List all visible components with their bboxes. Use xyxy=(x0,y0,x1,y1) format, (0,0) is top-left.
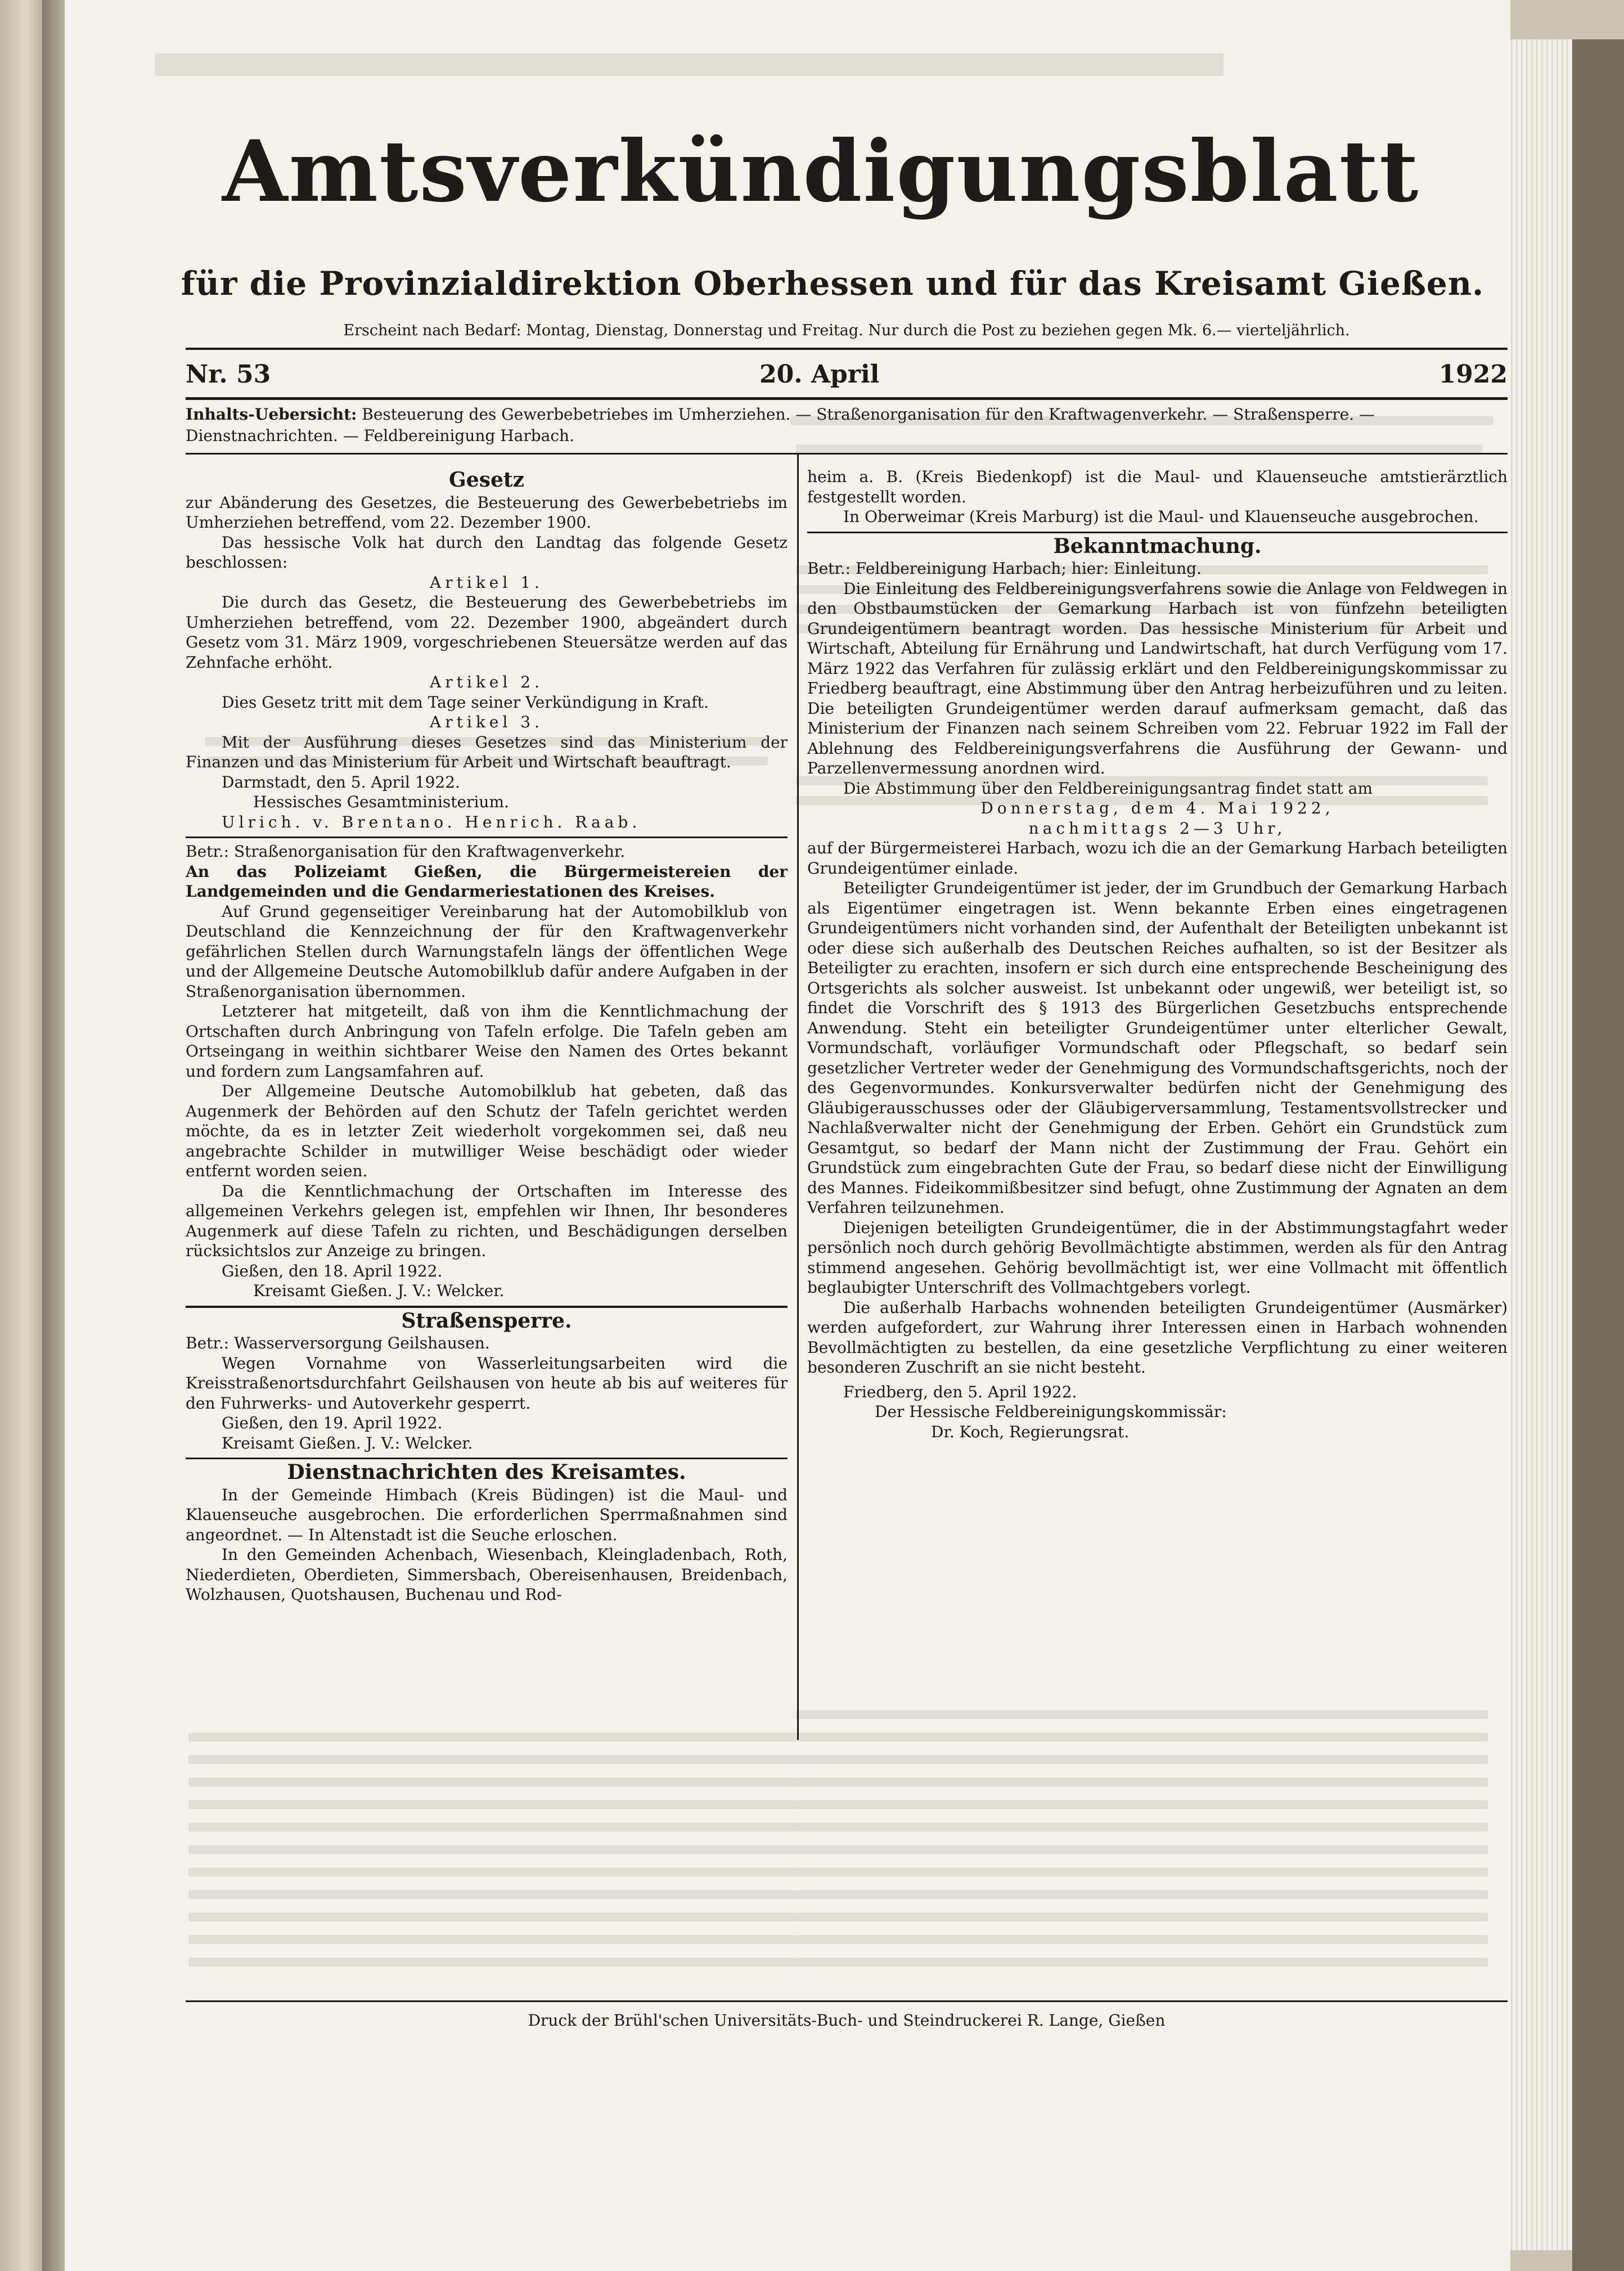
section-rule xyxy=(186,837,788,838)
strassen-paragraph-3: Der Allgemeine Deutsche Automobilklub hat gebeten, daß das Augenmerk der Behörden auf den Schutz der Tafeln gerichtet werden möchte, da es in letzter Zeit wiederholt vorgekommen sei, daß neu angebrachte Schilder in mutwilliger Weise beschädigt oder wieder entfernt worden seien. xyxy=(186,1082,788,1180)
newspaper-page xyxy=(65,0,1510,2271)
sperre-heading: Straßensperre. xyxy=(401,1308,572,1333)
masthead-rule xyxy=(186,348,1508,350)
table-of-contents xyxy=(186,404,1508,447)
gesetz-intro: zur Abänderung des Gesetzes, die Besteuerung des Gewerbebetriebs im Umherziehen betreffend, vom 22. Dezember 1900. xyxy=(186,493,788,532)
section-rule xyxy=(186,1458,788,1459)
bekanntmachung-betr: Betr.: Feldbereinigung Harbach; hier: Einleitung. xyxy=(807,559,1202,578)
cover-edge xyxy=(1572,39,1624,2271)
article-2-text: Dies Gesetz tritt mit dem Tage seiner Verkündigung in Kraft. xyxy=(222,692,709,712)
strassen-paragraph-2: Letzterer hat mitgeteilt, daß von ihm die Kenntlichmachung der Ortschaften durch Anbringung von Tafeln erfolge. Die Tafeln geben am Ortseingang in weithin sichtbarer Weise den Namen des Ortes bekannt und fordern zum Langsamfahren auf. xyxy=(186,1002,788,1081)
left-column xyxy=(186,467,788,1605)
binding-gutter xyxy=(42,0,65,2271)
article-1-text: Die durch das Gesetz, die Besteuerung des Gewerbebetriebs im Umherziehen betreffend, vom 22. Dezember 1900, abgeändert durch Gesetz vom 31. März 1909, vorgeschriebenen Steuersätze werden auf das Zehnfache erhöht. xyxy=(186,593,788,672)
gesetz-heading: Gesetz xyxy=(449,468,524,492)
column-divider xyxy=(797,455,799,1740)
gesetz-ministry: Hessisches Gesamtministerium. xyxy=(253,793,509,811)
sperre-paragraph: Wegen Vornahme von Wasserleitungsarbeiten wird die Kreisstraßenortsdurchfahrt Geilshausen von heute ab bis auf weiteres für den Fuhrwerks- und Autoverkehr gesperrt. xyxy=(186,1353,788,1413)
issue-number: Nr. 53 xyxy=(186,360,271,389)
gesetz-place-date: Darmstadt, den 5. April 1922. xyxy=(222,772,460,792)
issue-year: 1922 xyxy=(1438,360,1508,389)
dienst-paragraph-1: In der Gemeinde Himbach (Kreis Büdingen) ist die Maul- und Klauenseuche ausgebrochen. Die erforderlichen Sperrmaßnahmen sind angeordnet. — In Altenstadt ist die Seuche erloschen. xyxy=(186,1485,788,1544)
sperre-place-date: Gießen, den 19. April 1922. xyxy=(222,1414,443,1432)
masthead-subtitle: für die Provinzialdirektion Oberhessen und für das Kreisamt Gießen. xyxy=(181,264,1484,303)
bekanntmachung-paragraph-6: Die außerhalb Harbachs wohnenden beteiligten Grundeigentümer (Ausmärker) werden aufgefordert, zur Wahrung ihrer Interessen einen in Harbach wohnenden Bevollmächtigten zu bestellen, da eine gesetzliche Verpflichtung zu einer weiteren besonderen Zuschrift an sie nicht besteht. xyxy=(807,1298,1508,1377)
strassen-paragraph-4: Da die Kenntlichmachung der Ortschaften im Interesse des allgemeinen Verkehrs gelegen ist, empfehlen wir Ihnen, Ihr besonderes Augenmerk auf diese Tafeln zu richten, und Beschädigungen derselben rücksichtslos zur Anzeige zu bringen. xyxy=(186,1181,788,1260)
bekanntmachung-paragraph-4: Beteiligter Grundeigentümer ist jeder, der im Grundbuch der Gemarkung Harbach als Eigentümer eingetragen ist. Wenn bekannte Erben eines eingetragenen Grundeigentümers nicht vorhanden sind, der Aufenthalt der Beteiligten unbekannt ist oder diese sich außerhalb des Deutschen Reiches aufhalten, so ist der Besitzer als Beteiligter zu erachten, insofern er sich durch eine entsprechende Bescheinigung des Ortsgerichts als solcher ausweist. Ist unbekannt oder ungewiß, wer beteiligt ist, so findet die Vorschrift des § 1913 des Bürgerlichen Gesetzbuchs entsprechende Anwendung. Steht ein beteiligter Grundeigentümer unter elterlicher Gewalt, Vormundschaft, vorläufiger Vormundschaft oder Pflegschaft, so bedarf sein gesetzlicher Vertreter weder der Genehmigung des Vormundschaftsgerichts, noch der des Gegenvormundes. Konkursverwalter bedürfen nicht der Genehmigung des Gläubigerausschusses oder der Gläubigerversammlung, Testamentsvollstrecker und Nachlaßverwalter nicht der Genehmigung der Erben. Gehört ein Grundstück zum Gesamtgut, so bedarf der Mann nicht der Zustimmung der Frau. Gehört ein Grundstück zum eingebrachten Gute der Frau, so bedarf diese nicht der Einwilligung des Mannes. Fideikommißbesitzer sind befugt, ohne Zustimmung der Agnaten an dem Verfahren teilzunehmen. xyxy=(807,879,1508,1217)
section-rule xyxy=(807,532,1508,533)
printer-imprint: Druck der Brühl'schen Universitäts-Buch- und Steindruckerei R. Lange, Gießen xyxy=(528,2011,1166,2030)
article-2-title: Artikel 2. xyxy=(430,673,543,691)
bekanntmachung-paragraph-1: Die Einleitung des Feldbereinigungsverfahrens sowie die Anlage von Feldwegen in den Obstbaumstücken der Gemarkung Harbach ist von fünfzehn beteiligten Grundeigentümern beantragt worden. Das hessische Ministerium für Arbeit und Wirtschaft, Abteilung für Ernährung und Landwirtschaft, hat durch Verfügung vom 17. März 1922 das Verfahren für zulässig erklärt und den Feldbereinigungskommissar zu Friedberg beauftragt, eine Abstimmung über den Antrag herbeizuführen und zu leiten. Die beteiligten Grundeigentümer werden darauf aufmerksam gemacht, daß das Ministerium der Finanzen nach seinem Schreiben vom 22. Februar 1922 im Fall der Ablehnung des Feldbereinigungsverfahrens die Ausführung der Gewann- und Parzellenvermessung anordnen wird. xyxy=(807,579,1508,777)
sperre-betr: Betr.: Wasserversorgung Geilshausen. xyxy=(186,1334,490,1352)
article-3-title: Artikel 3. xyxy=(430,713,543,731)
strassen-place-date: Gießen, den 18. April 1922. xyxy=(222,1261,443,1280)
dienst-continued: heim a. B. (Kreis Biedenkopf) ist die Maul- und Klauenseuche amtstierärztlich festgestellt worden. xyxy=(807,467,1508,506)
bekanntmachung-heading: Bekanntmachung. xyxy=(1053,534,1262,558)
article-3-text: Mit der Ausführung dieses Gesetzes sind das Ministerium der Finanzen und das Ministerium für Arbeit und Wirtschaft beauftragt. xyxy=(186,732,788,771)
bekanntmachung-signature-name: Dr. Koch, Regierungsrat. xyxy=(931,1422,1130,1441)
gesetz-signatures: Ulrich. v. Brentano. Henrich. Raab. xyxy=(222,812,641,831)
contents-text: Besteuerung des Gewerbebetriebes im Umherziehen. — Straßenorganisation für den Kraftwagenverkehr. — Straßensperre. — Dienstnachrichten. — Feldbereinigung Harbach. xyxy=(186,405,1375,445)
gesetz-preamble: Das hessische Volk hat durch den Landtag das folgende Gesetz beschlossen: xyxy=(186,533,788,572)
bekanntmachung-paragraph-3: auf der Bürgermeisterei Harbach, wozu ich die an der Gemarkung Harbach beteiligten Grundeigentümer einlade. xyxy=(807,839,1508,878)
masthead-title: Amtsverkündigungsblatt xyxy=(222,122,1420,221)
bekanntmachung-paragraph-5: Diejenigen beteiligten Grundeigentümer, die in der Abstimmungstagfahrt weder persönlich noch durch gehörig Bevollmächtigte abstimmen, werden als für den Antrag stimmend angesehen. Gehörig bevollmächtigt ist, wer eine Vollmacht mit öffentlich beglaubigter Unterschrift des Vollmachtgebers vorlegt. xyxy=(807,1218,1508,1297)
strassen-betr: Betr.: Straßenorganisation für den Kraftwagenverkehr. xyxy=(186,842,626,861)
right-column xyxy=(807,467,1508,1442)
dienst-paragraph-2: In den Gemeinden Achenbach, Wiesenbach, Kleingladenbach, Roth, Niederdieten, Oberdieten, Simmersbach, Obereisenhausen, Breidenbach, Wolzhausen, Quotshausen, Buchenau und Rod- xyxy=(186,1545,788,1604)
sperre-signature: Kreisamt Gießen. J. V.: Welcker. xyxy=(222,1433,473,1452)
vote-time: nachmittags 2—3 Uhr, xyxy=(1028,819,1286,838)
section-rule-double xyxy=(186,1306,788,1308)
bekanntmachung-paragraph-2: Die Abstimmung über den Feldbereinigungsantrag findet statt am xyxy=(843,779,1373,798)
publication-frequency: Erscheint nach Bedarf: Montag, Dienstag, Donnerstag und Freitag. Nur durch die Post zu beziehen gegen Mk. 6.— vierteljährlich. xyxy=(343,322,1350,339)
footer-rule xyxy=(186,2000,1508,2002)
strassen-signature: Kreisamt Gießen. J. V.: Welcker. xyxy=(253,1281,505,1300)
contents-label: Inhalts-Uebersicht: xyxy=(186,405,357,424)
vote-date: Donnerstag, dem 4. Mai 1922, xyxy=(980,799,1334,817)
strassen-paragraph-1: Auf Grund gegenseitiger Vereinbarung hat der Automobilklub von Deutschland die Kennzeichnung der für den Kraftwagenverkehr gefährlichen Stellen durch Warnungstafeln längs der öffentlichen Wege und der Allgemeine Deutsche Automobilklub dafür andere Aufgaben in der Straßenorganisation übernommen. xyxy=(186,902,788,1001)
previous-page-edge xyxy=(0,0,42,2271)
article-1-title: Artikel 1. xyxy=(430,573,543,592)
bekanntmachung-signature-title: Der Hessische Feldbereinigungskommissär: xyxy=(875,1402,1227,1421)
dienst-heading: Dienstnachrichten des Kreisamtes. xyxy=(287,1460,686,1484)
page-stack-edges xyxy=(1508,39,1572,2250)
issue-line xyxy=(186,360,1508,394)
dienst-paragraph-3: In Oberweimar (Kreis Marburg) ist die Maul- und Klauenseuche ausgebrochen. xyxy=(843,507,1479,526)
bekanntmachung-place-date: Friedberg, den 5. April 1922. xyxy=(843,1382,1077,1401)
issue-rule xyxy=(186,397,1508,400)
contents-rule xyxy=(186,453,1508,455)
strassen-address: An das Polizeiamt Gießen, die Bürgermeistereien der Landgemeinden und die Gendarmeriestationen des Kreises. xyxy=(186,862,788,901)
issue-date: 20. April xyxy=(759,360,880,389)
